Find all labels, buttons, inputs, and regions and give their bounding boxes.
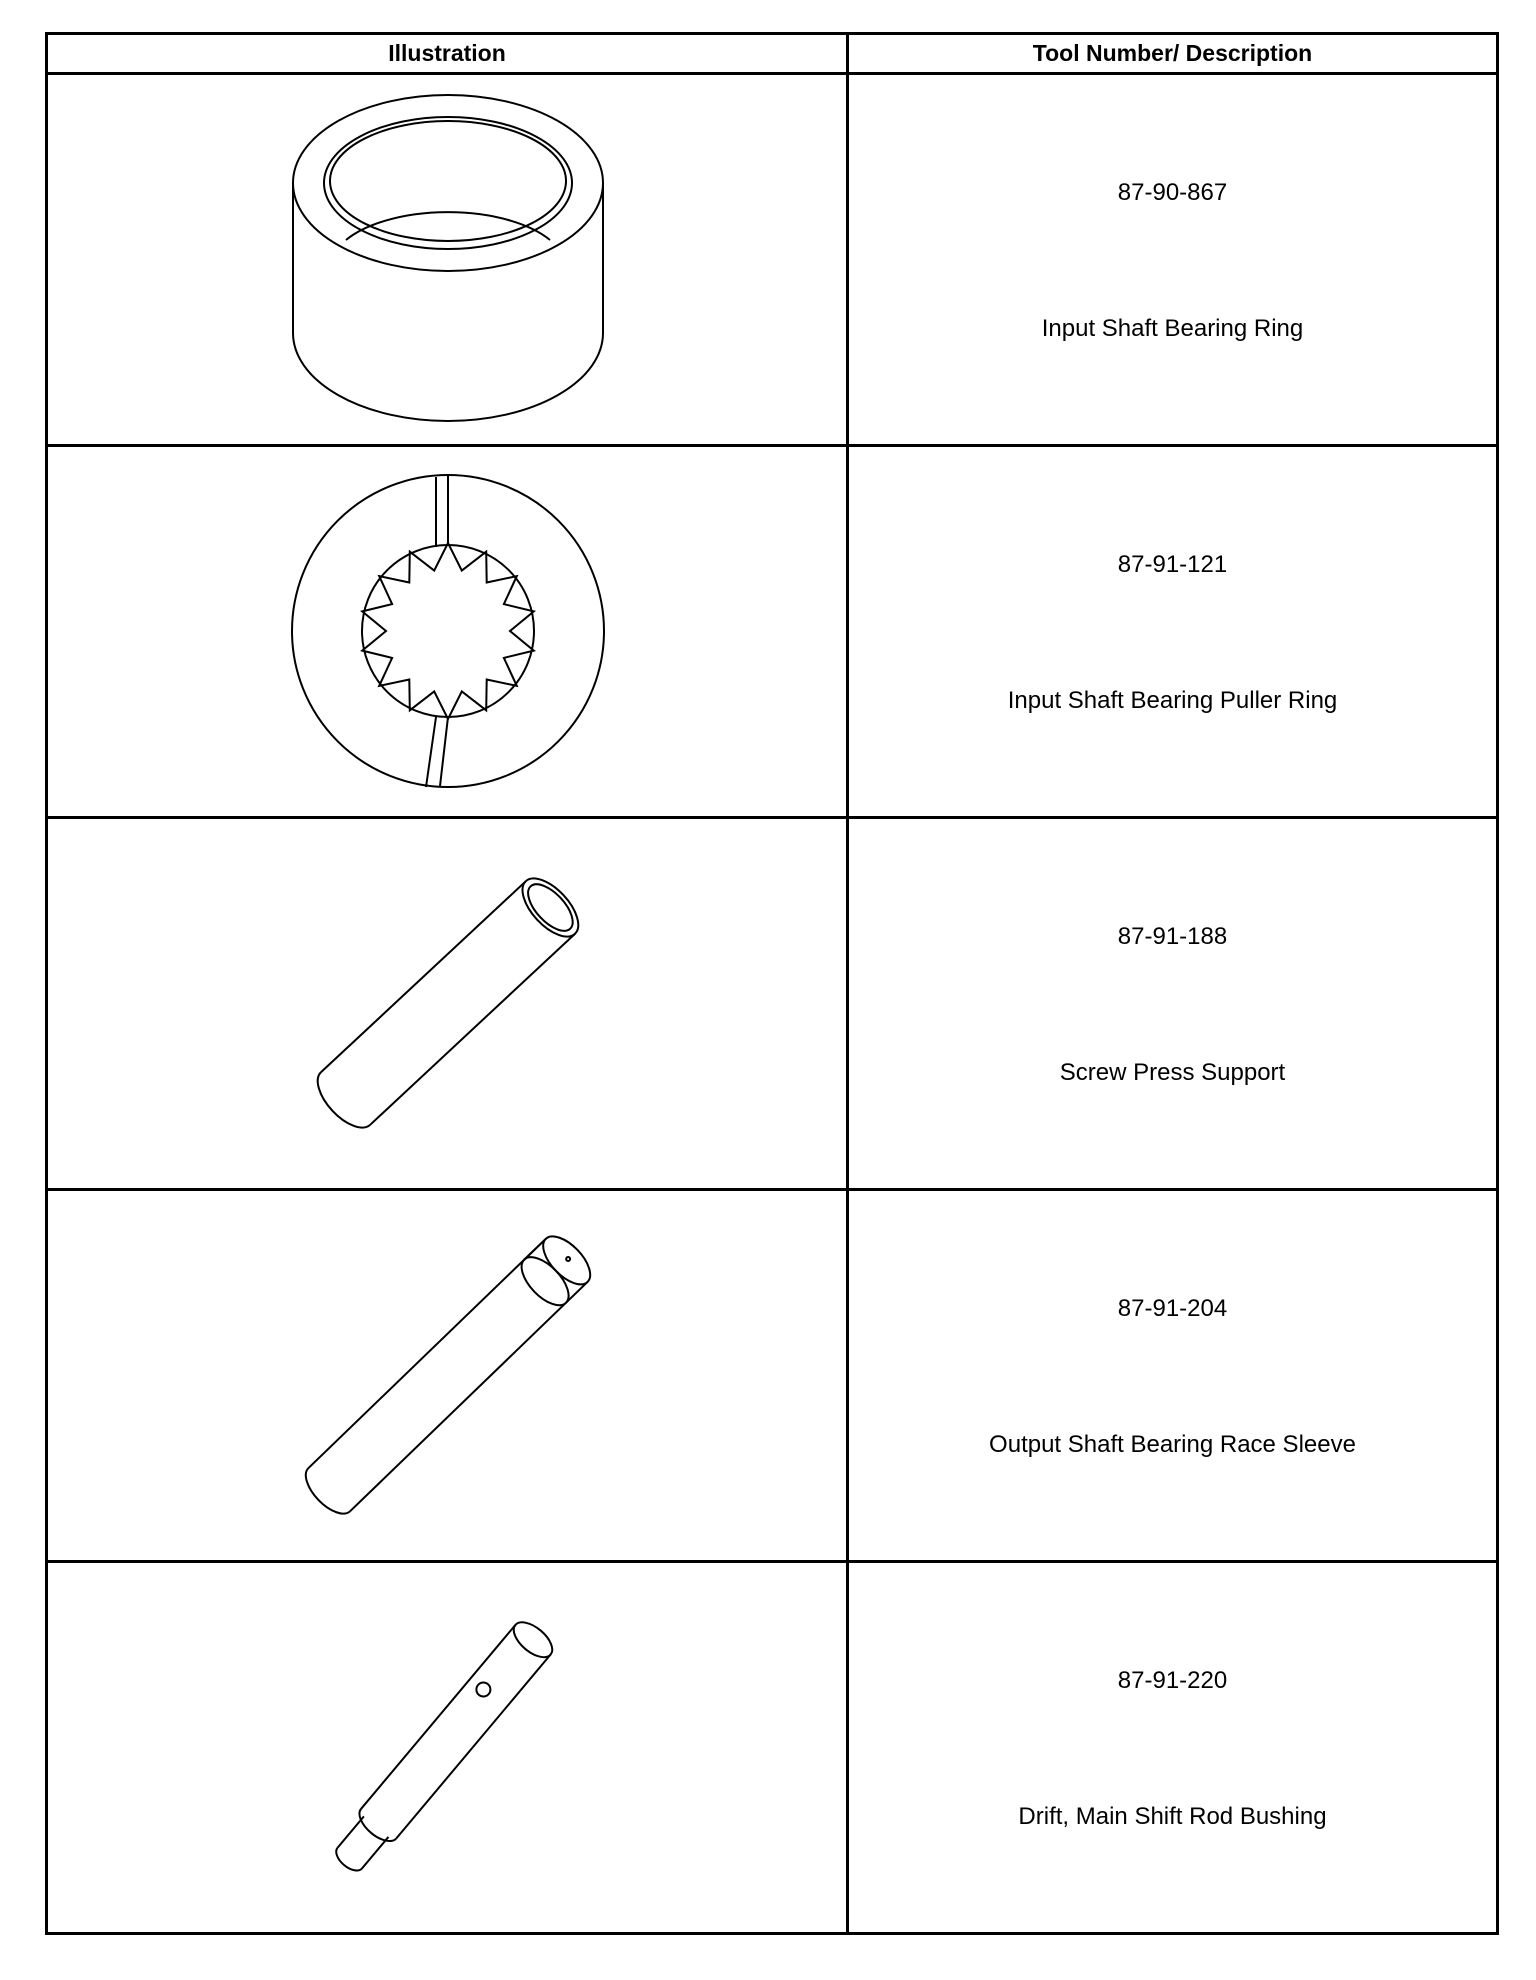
tool-description: Drift, Main Shift Rod Bushing xyxy=(1018,1803,1327,1830)
illustration-header: Illustration xyxy=(47,34,848,74)
stepped-drift-icon xyxy=(48,1563,849,1932)
tool-description: Screw Press Support xyxy=(1059,1059,1286,1086)
tool-number: 87-91-204 xyxy=(1117,1295,1228,1322)
illustration-cell xyxy=(47,74,848,446)
splined-puller-ring-icon xyxy=(48,447,849,816)
tool-number: 87-91-220 xyxy=(1117,1667,1228,1694)
illustration-cell xyxy=(47,818,848,1190)
tool-description: Input Shaft Bearing Ring xyxy=(1041,315,1304,342)
table-row xyxy=(47,818,1498,1190)
tool-header: Tool Number/ Description xyxy=(848,34,1498,74)
tool-number: 87-91-121 xyxy=(1117,551,1228,578)
table-row xyxy=(47,74,1498,446)
capped-sleeve-icon xyxy=(48,1191,849,1560)
tool-cell xyxy=(848,1190,1498,1562)
illustration-cell xyxy=(47,1190,848,1562)
illustration-cell xyxy=(47,1562,848,1934)
hollow-tube-icon xyxy=(48,819,849,1188)
tool-cell xyxy=(848,74,1498,446)
tool-cell xyxy=(848,818,1498,1190)
tool-cell xyxy=(848,446,1498,818)
illustration-cell xyxy=(47,446,848,818)
table-row xyxy=(47,1190,1498,1562)
tool-cell xyxy=(848,1562,1498,1934)
tool-description: Output Shaft Bearing Race Sleeve xyxy=(989,1431,1356,1458)
tool-number: 87-90-867 xyxy=(1117,179,1228,206)
tool-table xyxy=(45,32,1499,1935)
tool-description: Input Shaft Bearing Puller Ring xyxy=(1007,687,1338,714)
header-row xyxy=(47,34,1498,74)
tool-number: 87-91-188 xyxy=(1117,923,1228,950)
bearing-ring-icon xyxy=(48,75,849,444)
table-row xyxy=(47,1562,1498,1934)
table-row xyxy=(47,446,1498,818)
